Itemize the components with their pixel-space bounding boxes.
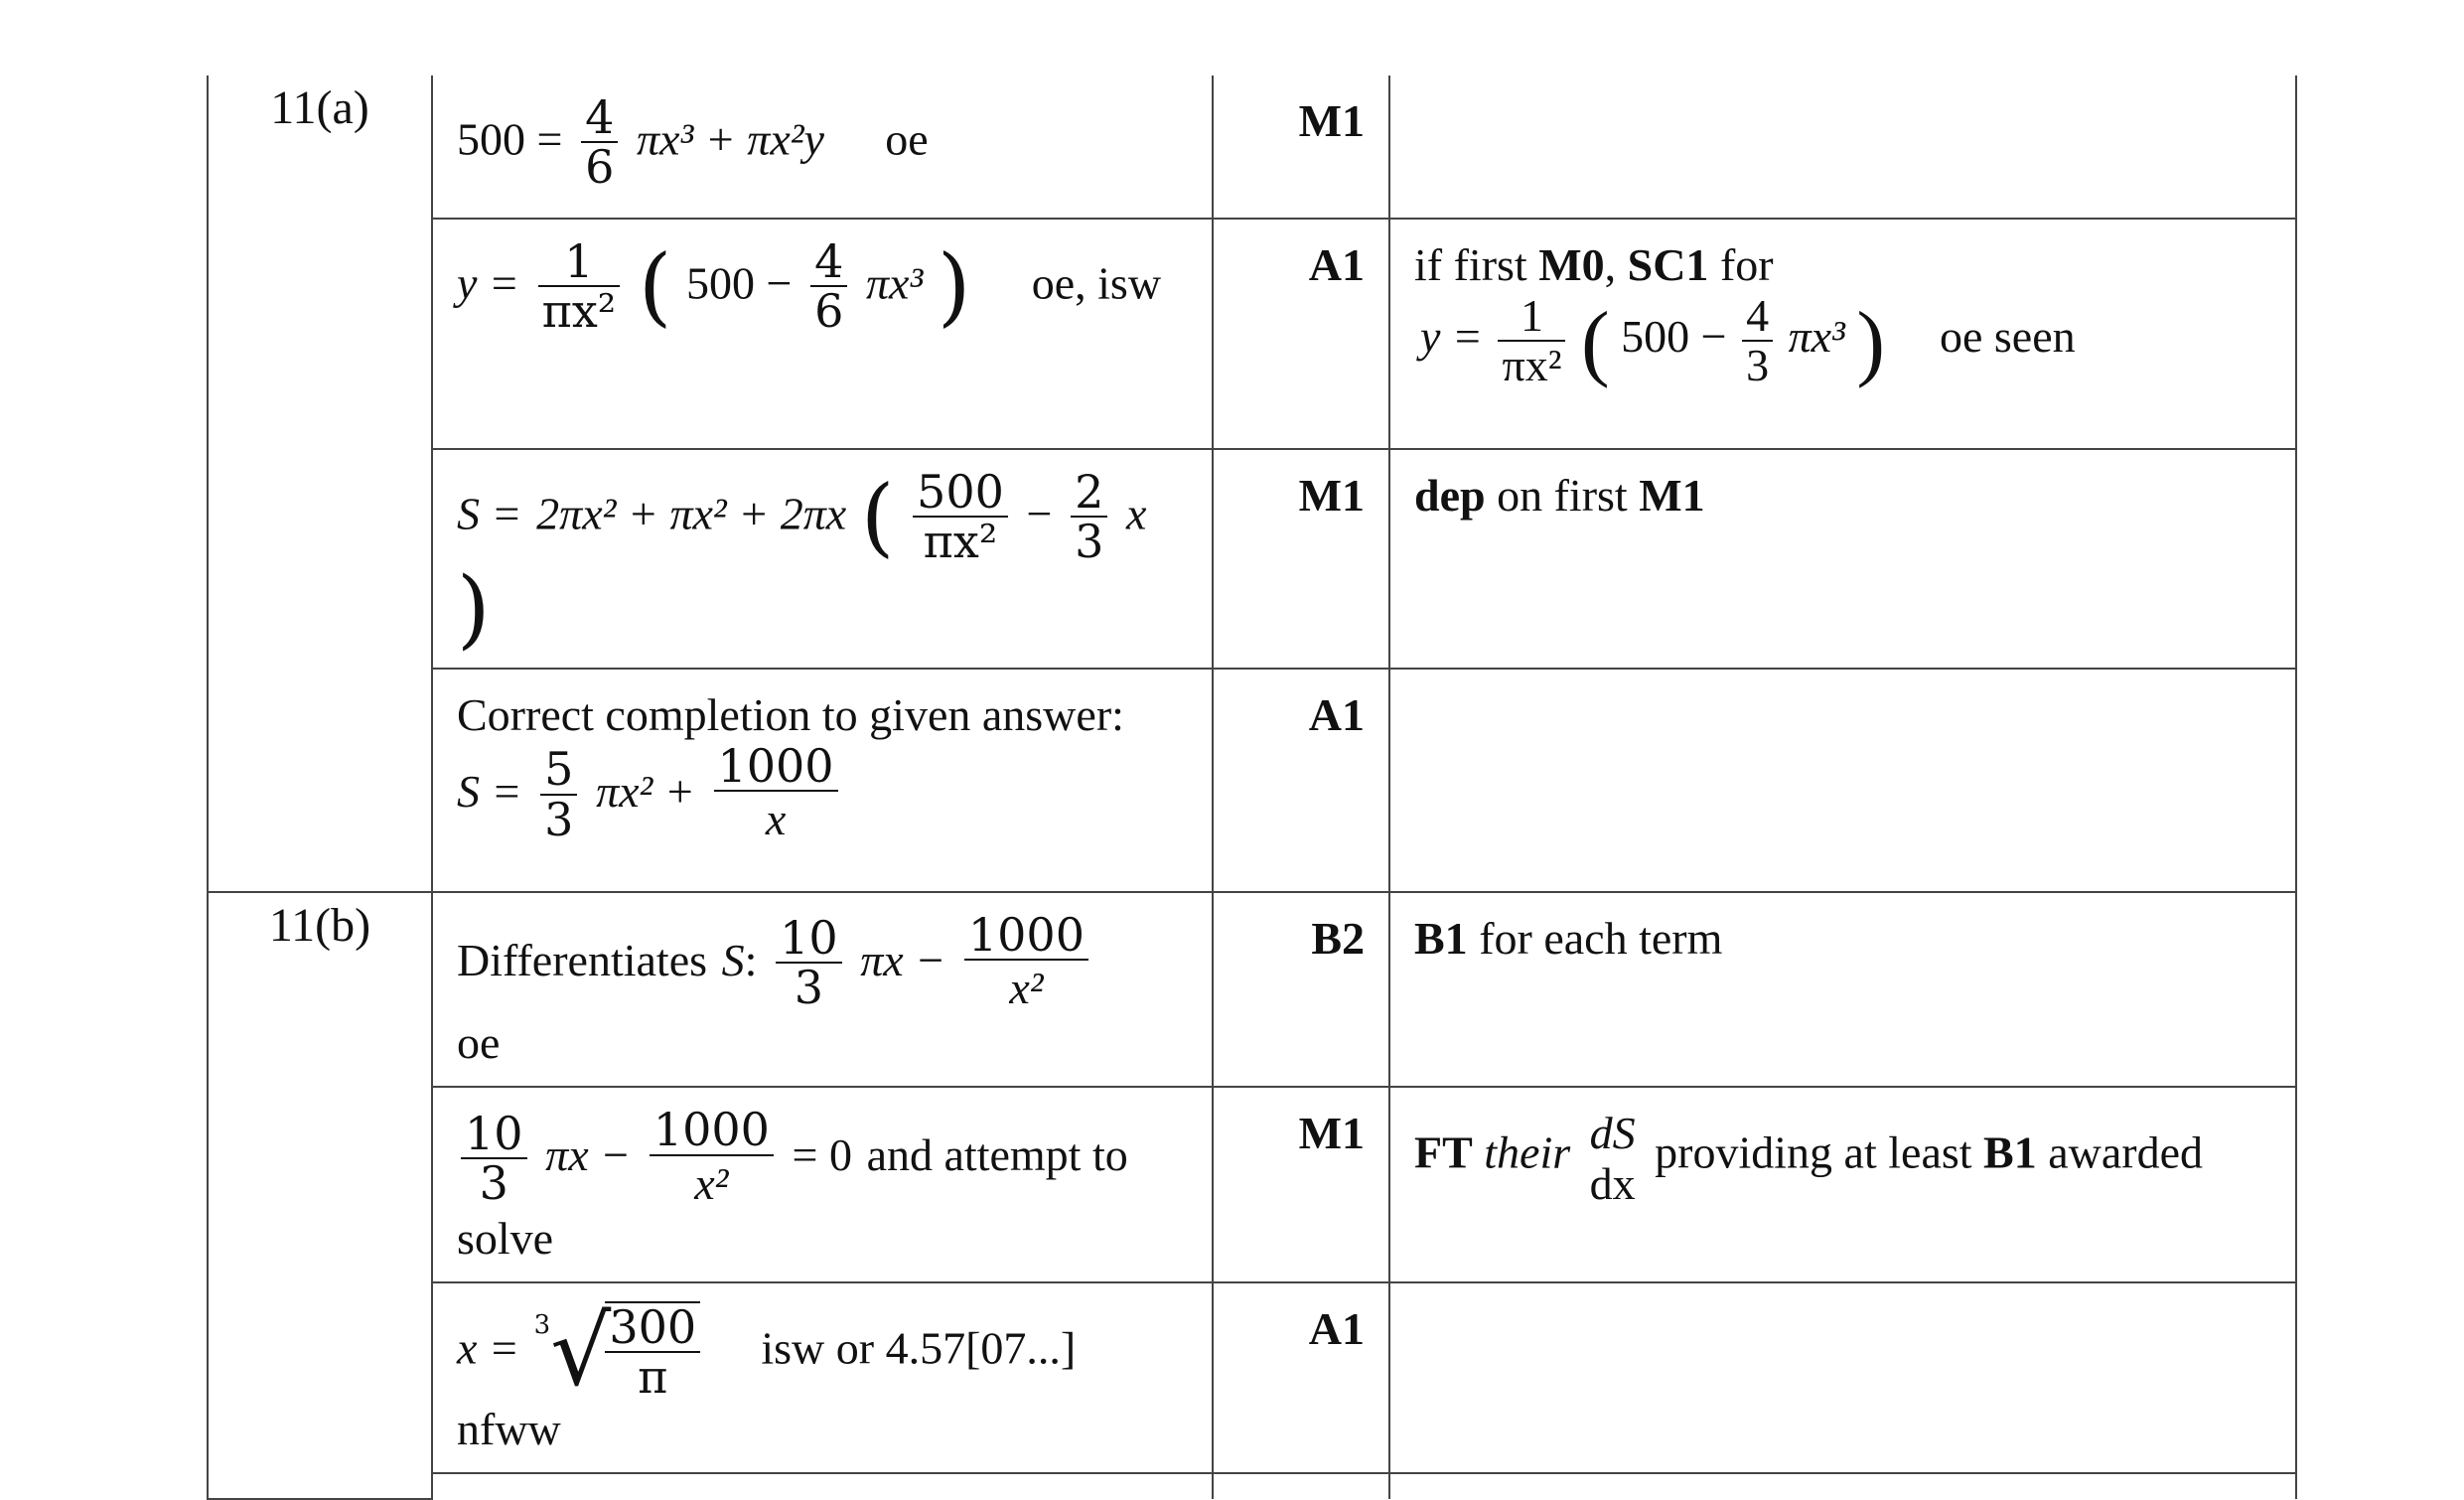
answer-text: Correct completion to given answer: [457,688,1124,740]
answer-inner-term: πx³ [866,257,924,309]
answer-cell: x = $^3$√ $\frac{300}{\pi}$ isw or 4.57[07...] nfww [432,1282,1213,1473]
left-paren: ( [638,236,672,337]
table-row [208,1282,2296,1473]
right-paren: ) [457,558,491,659]
table-row [208,449,2296,669]
answer-cell: Differentiates S: $\frac{10}{3}$ πx − $\frac{1000}{\text{x²}}$ oe [432,892,1213,1088]
answer-lhs: S = [457,488,522,539]
answer-note: oe, isw [1031,257,1162,309]
fraction: $\frac{500}{\text{πx²}}$ [913,468,1008,566]
guidance-cell: B1 for each term [1389,892,2296,1088]
guidance-cell [1389,219,2296,449]
marks-cell: A1 [1213,1282,1389,1473]
mark-scheme-table [207,75,2297,1500]
fraction: $\frac{1}{\text{πx²}}$ [538,237,621,336]
guidance-cell [1389,75,2296,219]
question-number-11a: 11(a) [208,75,432,892]
marks-cell: M1 [1213,75,1389,219]
answer-cell: $\frac{10}{3}$ πx − $\frac{1000}{\text{x²}} = 0$ and attempt to solve [432,1087,1213,1282]
fraction: $\frac{4}{6}$ [810,237,847,336]
table-row [208,1087,2296,1282]
answer-cell [432,669,1213,892]
answer-note: oe [885,113,929,165]
answer-lhs: 500 = [457,113,563,165]
question-number-11b: 11(b) [208,892,432,1499]
cube-root: $^3$√ $\frac{300}{\pi}$ [534,1301,701,1402]
guidance-cell: FT their dS dx providing at least B1 awarded [1389,1087,2296,1282]
guidance-cell: dep on first M1 [1389,449,2296,669]
table-row [208,669,2296,892]
left-paren: ( [860,467,895,567]
marks-cell: M1 [1213,449,1389,669]
fraction: $\frac{4}{6}$ [581,93,618,192]
table-row [208,892,2296,1088]
guidance-cell [1389,669,2296,892]
right-paren: ) [937,236,971,337]
guidance-cell [1389,1282,2296,1473]
answer-formula: S = $\frac{5}{3}$ πx² + $\frac{1000}{x}$ [457,742,1188,846]
answer-cell [432,219,1213,449]
marks-cell: A1 [1213,669,1389,892]
marks-cell: A1 [1213,219,1389,449]
guidance-line: if first M0, SC1 for [1414,239,1774,290]
answer-inner: 500 − [686,257,793,309]
table-row [208,75,2296,219]
answer-terms: 2πx² + πx² + 2πx [536,488,847,539]
guidance-formula: y = $\frac{1}{\text{πx²}}$ ( 500 − $\frac{4}{3}$ πx³ ) oe seen [1420,290,2076,391]
marks-cell: B2 [1213,892,1389,1088]
table-row [208,219,2296,449]
marks-cell: M1 [1213,1087,1389,1282]
answer-terms: πx³ + πx²y [636,113,824,165]
fraction: $\frac{2}{3}$ [1071,468,1107,566]
table-row [208,1473,2296,1499]
answer-lhs: y = [457,257,519,309]
answer-cell: S = 2πx² + πx² + 2πx ( $\frac{500}{\text{πx²}}$ − $\frac{2}{3}$ x ) [432,449,1213,669]
answer-cell [432,75,1213,219]
